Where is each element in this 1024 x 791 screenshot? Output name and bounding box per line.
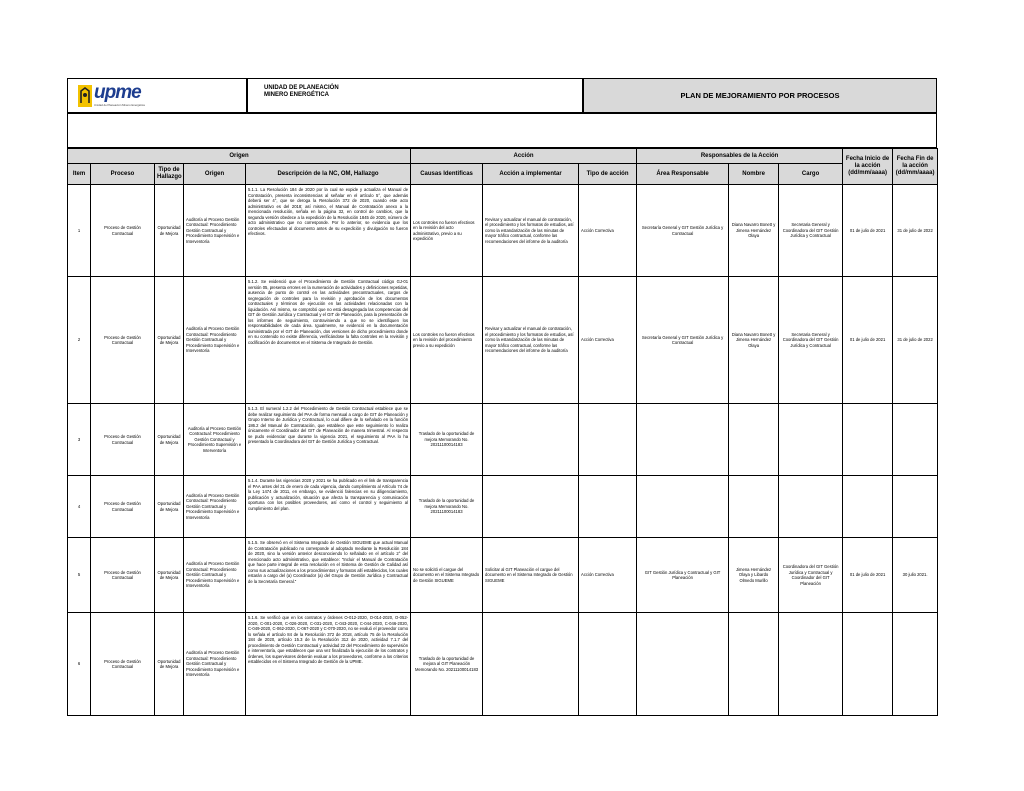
col-fecha-inicio: Fecha Inicio de la acción (dd/mm/aaaa) bbox=[843, 149, 893, 185]
unit-title bbox=[247, 78, 583, 113]
band-origen: Origen bbox=[68, 149, 411, 164]
cell-origen: Auditoría al Proceso Gestión Contractual: Procedimiento Gestión Contractual y Procedimiento Supervisión e Interventoría bbox=[184, 185, 246, 277]
band-row bbox=[68, 149, 938, 164]
cell-item: 3 bbox=[68, 404, 91, 476]
cell-area bbox=[637, 476, 729, 538]
col-item: Item bbox=[68, 164, 91, 185]
cell-inicio bbox=[843, 613, 893, 716]
plan-title: PLAN DE MEJORAMIENTO POR PROCESOS bbox=[583, 78, 937, 113]
logo-cell bbox=[67, 78, 247, 113]
col-proceso: Proceso bbox=[91, 164, 155, 185]
cell-item: 2 bbox=[68, 277, 91, 404]
cell-origen: Auditoría al Proceso Gestión Contractual: Procedimiento Gestión Contractual y Procedimiento Supervisión e Interventoría bbox=[184, 613, 246, 716]
cell-cargo bbox=[779, 404, 843, 476]
cell-proceso: Proceso de Gestión Contractual bbox=[91, 613, 155, 716]
cell-origen: Auditoría al Proceso Gestión Contractual: Procedimiento Gestión Contractual y Procedimiento Supervisión e Interventoría bbox=[184, 404, 246, 476]
cell-tipo: Oportunidad de Mejora bbox=[155, 613, 184, 716]
band-accion: Acción bbox=[411, 149, 637, 164]
cell-proceso: Proceso de Gestión Contractual bbox=[91, 538, 155, 613]
cell-cargo bbox=[779, 476, 843, 538]
cell-causas: No se solicitó el cargue del documento en el Sistema Integrado de Gestión SIGUEME bbox=[411, 538, 483, 613]
cell-tipo: Oportunidad de Mejora bbox=[155, 404, 184, 476]
cell-tipo-accion: Acción Correctiva bbox=[579, 185, 637, 277]
col-fecha-fin: Fecha Fin de la acción (dd/mm/aaaa) bbox=[893, 149, 938, 185]
table-row bbox=[68, 613, 938, 716]
cell-nombre: Jimena Hernández Olaya y Libardo Olmedo Murillo bbox=[729, 538, 779, 613]
cell-nombre bbox=[729, 613, 779, 716]
column-header-row bbox=[68, 164, 938, 185]
col-causas: Causas Identificas bbox=[411, 164, 483, 185]
table-row bbox=[68, 404, 938, 476]
col-nombre: Nombre bbox=[729, 164, 779, 185]
cell-inicio: 01 de julio de 2021 bbox=[843, 185, 893, 277]
cell-accion: Solicitar al GIT Planeación el cargue del documento en el Sistema Integrado de Gestión SIGUEME bbox=[483, 538, 579, 613]
table-row bbox=[68, 538, 938, 613]
cell-descripcion: 5.1.3. El numeral 1.2.2 del Procedimiento de Gestión Contractual establece que se debe realizar seguimiento del PAA de forma mensual a cargo de GIT de Planeación y Grupo Interno de Jurídica y Contractual, lo cual difiere de lo señalado en la función 186.2 del Manual de Contratación, que establece que este seguimiento lo realiza únicamente el Coordinador del GIT de Planeación de manera trimestral. Al respecto se pudo evidenciar que durante la vigencia 2021, el seguimiento al PAA lo ha presentado la Coordinadora del GIT de Gestión Jurídica y Contractual. bbox=[246, 404, 411, 476]
cell-area bbox=[637, 613, 729, 716]
cell-accion bbox=[483, 404, 579, 476]
cell-proceso: Proceso de Gestión Contractual bbox=[91, 476, 155, 538]
cell-fin bbox=[893, 613, 938, 716]
col-cargo: Cargo bbox=[779, 164, 843, 185]
cell-cargo: Coordinadora del GIT Gestión Jurídica y Contractual y Coordinador del GIT Planeación bbox=[779, 538, 843, 613]
improvement-plan-table bbox=[67, 148, 938, 716]
cell-origen: Auditoría al Proceso Gestión Contractual: Procedimiento Gestión Contractual y Procedimiento Supervisión e Interventoría bbox=[184, 277, 246, 404]
cell-fin: 31 de julio de 2022 bbox=[893, 277, 938, 404]
unit-line-2: MINERO ENERGÉTICA bbox=[264, 92, 330, 98]
cell-item: 4 bbox=[68, 476, 91, 538]
cell-origen: Auditoría al Proceso Gestión Contractual: Procedimiento Gestión Contractual y Procedimiento Supervisión e Interventoría bbox=[184, 538, 246, 613]
cell-causas: Traslado de la oportunidad de mejora Memorando No. 20211100014183 bbox=[411, 404, 483, 476]
cell-tipo: Oportunidad de Mejora bbox=[155, 476, 184, 538]
col-tipo-accion: Tipo de acción bbox=[579, 164, 637, 185]
cell-tipo-accion bbox=[579, 613, 637, 716]
cell-descripcion: 5.1.5. Se observó en el Sistema Integrado de Gestión SIGUEME que actual Manual de Contratación publicado no corresponde al adoptado mediante la Resolución 184 de 2020, sino la versión anterior desconociendo lo señalado en el artículo 2° del mencionado acto administrativo, que establece: "Incluir el Manual de Contratación que hace parte integral de esta resolución en el Sistema de Gestión de Calidad así como sus actualizaciones a los procedimientos y formatos allí establecidos, los cuales estarán a cargo del (a) Coordinador (a) del Grupo de Gestión Jurídica y Contractual de la Secretaría General." bbox=[246, 538, 411, 613]
cell-tipo-accion bbox=[579, 476, 637, 538]
cell-descripcion: 5.1.2. Se evidenció que el Procedimiento de Gestión Contractual código GJ-01 versión 05, presenta errores en la numeración de actividades y definiciones repetidas, ausencia de punto de control en las actividades precontractuales, cargos de segregación de controles para la revisión y aprobación de los documentos contractuales y términos de ejecución en las actividades relacionadas con la liquidación. Así mismo, se comprobó que no está desagregada las competencias del GIT de Gestión Jurídica y Contractual y el GIT de Planeación, para la presentación de los informes de seguimiento, contraviniendo a que no se identifiquen los responsabilidades de cada área. Igualmente, se evidenció en la documentación suministrada por el GIT de Planeación, dos versiones de dicho procedimiento donde en su contenido no existe diferencia, verificándose la falta controles en la revisión y codificación de documentos en el Sistema de Integrado de Gestión. bbox=[246, 277, 411, 404]
cell-tipo-accion: Acción Correctiva bbox=[579, 538, 637, 613]
cell-origen: Auditoría al Proceso Gestión Contractual: Procedimiento Gestión Contractual y Procedimiento Supervisión e Interventoría bbox=[184, 476, 246, 538]
cell-accion bbox=[483, 476, 579, 538]
cell-causas: Los controles no fueron efectivos en la revisión del procedimiento previo a su expedición bbox=[411, 277, 483, 404]
cell-causas: Traslado de la oportunidad de mejora Memorando No. 20211100014183 bbox=[411, 476, 483, 538]
unit-line-1: UNIDAD DE PLANEACIÓN bbox=[264, 85, 339, 91]
table-row bbox=[68, 476, 938, 538]
cell-causas: Traslado de la oportunidad de mejora al GIT Planeación Memorando No. 20211100014183 bbox=[411, 613, 483, 716]
cell-causas: Los controles no fueron efectivos en la revisión del acto administrativo, previo a su expedición bbox=[411, 185, 483, 277]
cell-descripcion: 5.1.6. Se verificó que en los contratos y órdenes O-012-2020, O-014-2020, O-052-2020, C-001-2020, C-026-2020, C-031-2020, C-043-2020, C-044-2020, C-046-2020, C-049-2020, C-062-2020, C-067-2020 y C-070-2020, no se evaluó el proveedor como lo señala el artículo 84 de la Resolución 372 de 2018, artículo 75 de la Resolución 184 de 2020, artículo 15.3 de la Resolución 312 de 2020, actividad 7.1.7 del procedimiento de Gestión Contractual y actividad 22 del Procedimiento de supervisión e interventoría, que establecen que una vez finalizada la ejecución de los contratos y órdenes, los supervisores deberán evaluar a los proveedores, conforme a los criterios establecidos en el Sistema Integrado de Gestión de la UPME. bbox=[246, 613, 411, 716]
col-origen: Origen bbox=[184, 164, 246, 185]
cell-descripcion: 5.1.1. La Resolución 184 de 2020 por la cual se expide y actualiza el Manual de Contratación, presenta inconsistencias al señalar en el artículo 5°, que además deberá ser 4°, que se deroga la Resolución 372 de 2020, cuando este acto administrativo es del 2018; así mismo, el Manual de Contratación anexo a la mencionada resolución, señala en la página 32, en control de cambios, que la segunda versión obedece a la expedición de la Resolución 1845 de 2020, número de acto administrativo que no corresponde. Por lo anterior, se evidencia que los controles efectuados al documento antes de su expedición y divulgación no fueron efectivos. bbox=[246, 185, 411, 277]
cell-tipo: Oportunidad de Mejora bbox=[155, 185, 184, 277]
cell-area: Secretaría General y GIT Gestión Jurídica y Contractual bbox=[637, 277, 729, 404]
cell-proceso: Proceso de Gestión Contractual bbox=[91, 185, 155, 277]
cell-descripcion: 5.1.4. Durante las vigencias 2020 y 2021 se ha publicado en el link de transparencia el PAA antes del 31 de enero de cada vigencia, dando cumplimiento al Artículo 74 de la Ley 1474 de 2011, en embargo, se evidenció falencias en su diligenciamiento, publicación y actualización, situación que afecta la transparencia y comunicación oportuna con los posibles proveedores, así como el control y seguimiento al cumplimiento del plan. bbox=[246, 476, 411, 538]
cell-inicio bbox=[843, 476, 893, 538]
cell-proceso: Proceso de Gestión Contractual bbox=[91, 404, 155, 476]
cell-cargo: Secretaria General y Coordinadora del GIT Gestión Jurídica y Contractual bbox=[779, 185, 843, 277]
cell-accion: Revisar y actualizar el manual de contratación, el procedimiento y los formatos de estudios, así como la estandarización de las minutas de mayor tráfico contractual, conforme las recomendaciones del informe de la auditoría bbox=[483, 185, 579, 277]
table-row bbox=[68, 185, 938, 277]
col-accion: Acción a implementar bbox=[483, 164, 579, 185]
band-responsables: Responsables de la Acción bbox=[637, 149, 843, 164]
cell-tipo-accion: Acción Correctiva bbox=[579, 277, 637, 404]
cell-inicio: 01 de julio de 2021 bbox=[843, 277, 893, 404]
cell-nombre bbox=[729, 476, 779, 538]
cell-inicio bbox=[843, 404, 893, 476]
cell-tipo-accion bbox=[579, 404, 637, 476]
cell-fin bbox=[893, 404, 938, 476]
cell-accion bbox=[483, 613, 579, 716]
col-area: Área Responsable bbox=[637, 164, 729, 185]
cell-item: 1 bbox=[68, 185, 91, 277]
cell-cargo: Secretaria General y Coordinadora del GIT Gestión Jurídica y Contractual bbox=[779, 277, 843, 404]
cell-fin bbox=[893, 476, 938, 538]
cell-inicio: 01 de julio de 2021 bbox=[843, 538, 893, 613]
cell-item: 5 bbox=[68, 538, 91, 613]
col-descripcion: Descripción de la NC, OM, Hallazgo bbox=[246, 164, 411, 185]
cell-area bbox=[637, 404, 729, 476]
cell-fin: 31 de julio de 2022 bbox=[893, 185, 938, 277]
cell-tipo: Oportunidad de Mejora bbox=[155, 277, 184, 404]
table-row bbox=[68, 277, 938, 404]
cell-nombre: Diana Navarro Bonett y Jimena Hernández Olaya bbox=[729, 185, 779, 277]
cell-area: GIT Gestión Jurídica y Contractual y GIT Planeación bbox=[637, 538, 729, 613]
cell-proceso: Proceso de Gestión Contractual bbox=[91, 277, 155, 404]
cell-accion: Revisar y actualizar el manual de contratación, el procedimiento y los formatos de estudios, así como la estandarización de las minutas de mayor tráfico contractual, conforme las recomendaciones del informe de la auditoría bbox=[483, 277, 579, 404]
upme-logo-icon bbox=[78, 85, 92, 107]
logo-subtext: Unidad de Planeación Minero Energética bbox=[94, 103, 145, 107]
cell-fin: 30 julio 2021. bbox=[893, 538, 938, 613]
cell-area: Secretaría General y GIT Gestión Jurídica y Contractual bbox=[637, 185, 729, 277]
cell-cargo bbox=[779, 613, 843, 716]
cell-nombre: Diana Navarro Bonett y Jimena Hernández Olaya bbox=[729, 277, 779, 404]
blank-band bbox=[67, 113, 937, 148]
col-tipo-hallazgo: Tipo de Hallazgo bbox=[155, 164, 184, 185]
logo-text: upme bbox=[94, 82, 141, 103]
cell-tipo: Oportunidad de Mejora bbox=[155, 538, 184, 613]
cell-nombre bbox=[729, 404, 779, 476]
cell-item: 6 bbox=[68, 613, 91, 716]
